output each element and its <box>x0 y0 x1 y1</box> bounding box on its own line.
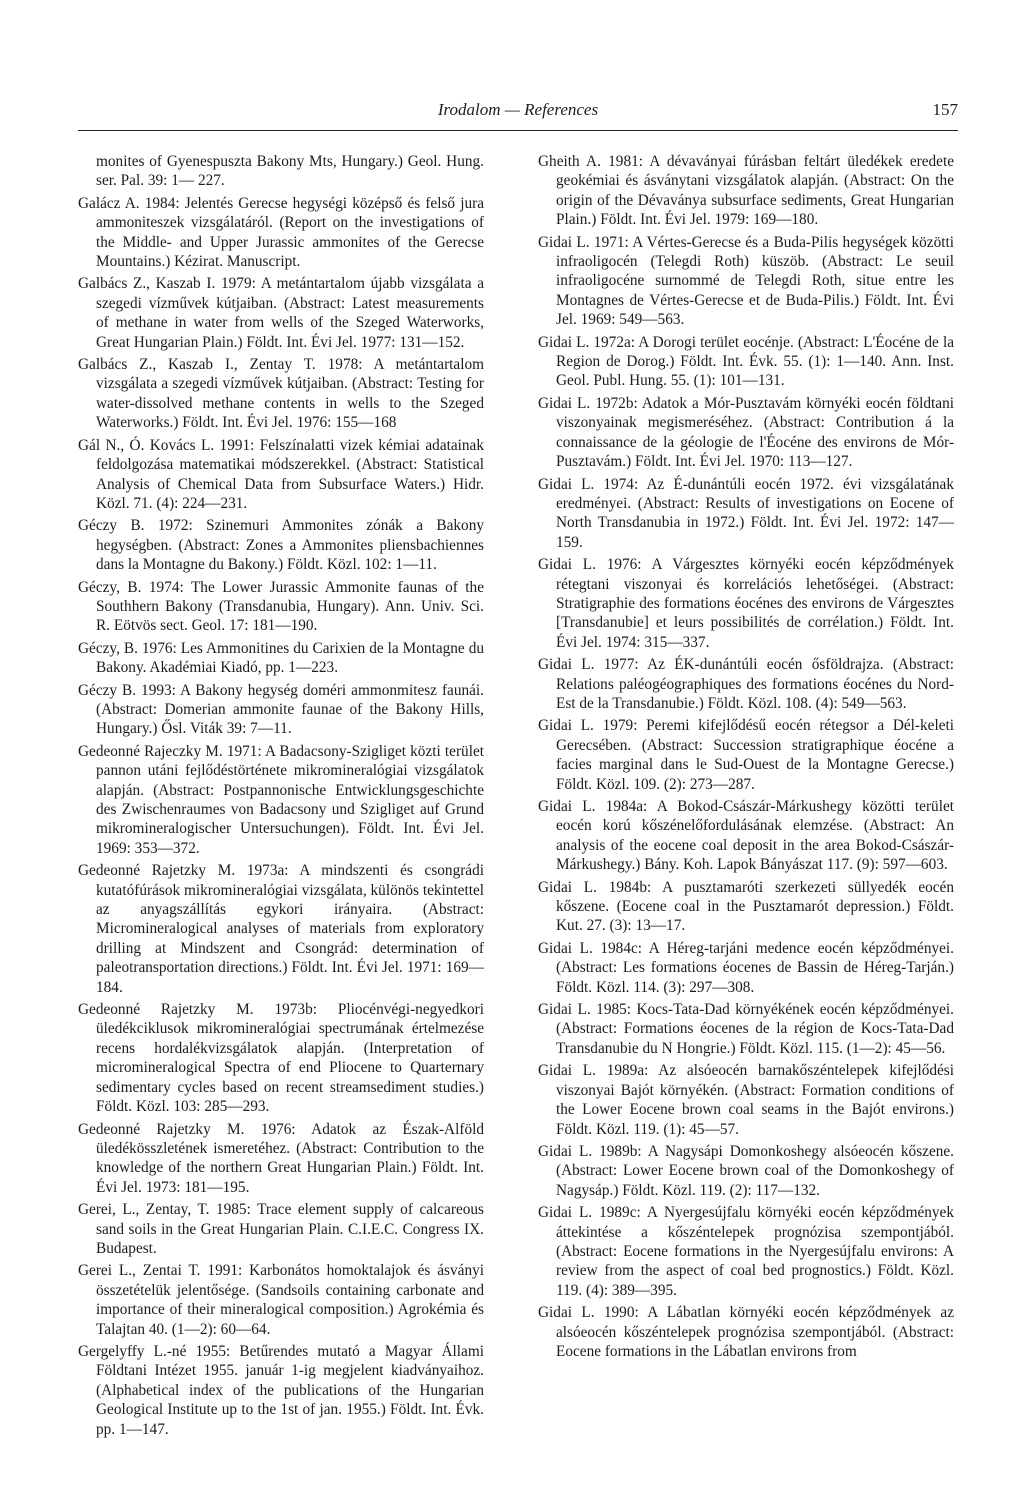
right-column <box>538 152 954 1364</box>
reference-entry: Gidai L. 1971: A Vértes-Gerecse és a Buda-Pilis hegységek közötti infraoligocén (Telegdi Roth) küszöb. (Abstract: Le seuil infraoligocéne surnommé de Telegdi Roth, situe entre les Montagnes de Vértes-Gerecse et de Buda-Pilis.) Földt. Int. Évi Jel. 1969: 549—563. <box>538 233 954 329</box>
reference-entry: Gidai L. 1976: A Várgesztes környéki eocén képződmények rétegtani viszonyai és korrelációs lehetőségei. (Abstract: Stratigraphie des formations éocénes des environs de Várgesztes [Transdanubie] et leurs possibilités de corrélation.) Földt. Int. Évi Jel. 1974: 315—337. <box>538 556 954 651</box>
reference-entry: Galbács Z., Kaszab I., Zentay T. 1978: A metántartalom vizsgálata a szegedi vízművek kútjaiban. (Abstract: Testing for water-dissolved methane contents in wells to the Szeged Waterworks.) Földt. Int. Évi Jel. 1976: 155—168 <box>78 356 484 432</box>
reference-entry: Gidai L. 1985: Kocs-Tata-Dad környékének eocén képződményei. (Abstract: Formations éocenes de la région de Kocs-Tata-Dad Transdanubie du N Hongrie.) Földt. Közl. 115. (1—2): 45—56. <box>538 1001 954 1057</box>
reference-entry: Gidai L. 1984c: A Héreg-tarjáni medence eocén képződményei. (Abstract: Les formations éocenes de Bassin de Héreg-Tarján.) Földt. Közl. 114. (3): 297—308. <box>538 939 954 996</box>
reference-entry: Galácz A. 1984: Jelentés Gerecse hegységi középső és felső jura ammoniteszek vizsgálatáról. (Report on the investigations of the Middle- and Upper Jurassic ammonites of the Gerecse Mountains.) Kézirat. Manuscript. <box>78 194 484 271</box>
header-rule <box>78 130 958 131</box>
reference-entry: Gidai L. 1974: Az É-dunántúli eocén 1972. évi vizsgálatának eredményei. (Abstract: Results of investigations on Eocene of North Transdanubia in 1972.) Földt. Int. Évi Jel. 1972: 147—159. <box>538 475 954 551</box>
reference-entry: Gidai L. 1979: Peremi kifejlődésű eocén rétegsor a Dél-keleti Gerecsében. (Abstract: Succession stratigraphique éocéne a facies marginal dans le Sud-Ouest de la Montagne Gerecse.) Földt. Közl. 109. (2): 273—287. <box>538 717 954 793</box>
reference-entry: Gidai L. 1984a: A Bokod-Császár-Márkushegy közötti terület eocén korú kőszénelőfordulásának elemzése. (Abstract: An analysis of the eocene coal deposit in the area Bokod-Császár-Márkushegy.) Bány. Koh. Lapok Bányászat 117. (9): 597—603. <box>538 798 954 874</box>
reference-entry: Gedeonné Rajetzky M. 1976: Adatok az Észak-Alföld üledékösszletének ismeretéhez. (Abstract: Contribution to the knowledge of the northern Great Hungarian Plain.) Földt. Int. Évi Jel. 1973: 181—195. <box>78 1120 484 1196</box>
reference-entry: Gerei, L., Zentay, T. 1985: Trace element supply of calcareous sand soils in the Great Hungarian Plain. C.I.E.C. Congress IX. Budapest. <box>78 1201 484 1257</box>
reference-entry: Gheith A. 1981: A dévaványai fúrásban feltárt üledékek eredete geokémiai és ásványtani vizsgálatok alapján. (Abstract: On the origin of the Dévaványa subsurface sediments, Great Hungarian Plain.) Földt. Int. Évi Jel. 1979: 169—180. <box>538 153 954 229</box>
reference-entry: Gidai L. 1972a: A Dorogi terület eocénje. (Abstract: L'Éocéne de la Region de Dorog.) Földt. Int. Évk. 55. (1): 1—140. Ann. Inst. Geol. Publ. Hung. 55. (1): 101—131. <box>538 333 954 390</box>
reference-entry: monites of Gyenespuszta Bakony Mts, Hungary.) Geol. Hung. ser. Pal. 39: 1— 227. <box>96 153 484 190</box>
reference-entry: Gidai L. 1977: Az ÉK-dunántúli eocén ősföldrajza. (Abstract: Relations paléogéographiques des formations éocénes du Nord-Est de la Transdanubie.) Földt. Közl. 108. (4): 549—563. <box>538 656 954 712</box>
reference-entry: Gidai L. 1984b: A pusztamaróti szerkezeti süllyedék eocén kőszene. (Eocene coal in the Pusztamarót depression.) Földt. Kut. 27. (3): 13—17. <box>538 878 954 935</box>
reference-entry: Gerei L., Zentai T. 1991: Karbonátos homoktalajok és ásványi összetételük jelentősége. (Sandsoils containing carbonate and importance of their mineralogical composition.) Agrokémia és Talajtan 40. (1—2): 60—64. <box>78 1262 484 1338</box>
reference-entry: Galbács Z., Kaszab I. 1979: A metántartalom újabb vizsgálata a szegedi vízművek kútjaiban. (Abstract: Latest measurements of methane in water from wells of the Szeged Waterworks, Great Hungarian Plain.) Földt. Int. Évi Jel. 1977: 131—152. <box>78 275 484 351</box>
reference-entry: Gedeonné Rajetzky M. 1973a: A mindszenti és csongrádi kutatófúrások mikromineralógiai vizsgálata, különös tekintettel az anyagszállítás egykori irányaira. (Abstract: Micromineralogical analyses of materials from exploratory drilling at Mindszent and Csongrád: determination of paleotransportation directions.) Földt. Int. Évi Jel. 1971: 169—184. <box>78 862 484 996</box>
reference-entry: Gidai L. 1972b: Adatok a Mór-Pusztavám környéki eocén földtani viszonyainak megismeréséhez. (Abstract: Contribution á la connaissance de la géologie de l'Éocéne des environs de Mór-Pusztavám.) Földt. Int. Évi Jel. 1970: 113—127. <box>538 394 954 471</box>
running-header <box>78 96 958 126</box>
reference-entry: Géczy, B. 1974: The Lower Jurassic Ammonite faunas of the Southhern Bakony (Transdanubia, Hungary). Ann. Univ. Sci. R. Eötvös sect. Geol. 17: 181—190. <box>78 578 484 635</box>
page-number: 157 <box>932 100 958 119</box>
reference-entry: Gidai L. 1989a: Az alsóeocén barnakőszéntelepek kifejlődési viszonyai Bajót környékén. (Abstract: Formation conditions of the Lower Eocene brown coal seams in the Bajót environs.) Földt. Közl. 119. (1): 45—57. <box>538 1062 954 1138</box>
reference-entry: Gergelyffy L.-né 1955: Betűrendes mutató a Magyar Állami Földtani Intézet 1955. január 1-ig megjelent kiadványaihoz. (Alphabetical index of the publications of the Hungarian Geological Institute up to the 1st of jan. 1955.) Földt. Int. Évk. pp. 1—147. <box>78 1342 484 1438</box>
reference-entry: Géczy, B. 1976: Les Ammonitines du Carixien de la Montagne du Bakony. Akadémiai Kiadó, pp. 1—223. <box>78 639 484 677</box>
reference-entry: Géczy B. 1972: Szinemuri Ammonites zónák a Bakony hegységben. (Abstract: Zones a Ammonites pliensbachiennes dans la Montagne du Bakony.) Földt. Közl. 102: 1—11. <box>78 517 484 574</box>
header-title: Irodalom — References <box>437 100 599 119</box>
reference-entry: Gidai L. 1989b: A Nagysápi Domonkoshegy alsóeocén kőszene.(Abstract: Lower Eocene brown coal of the Domonkoshegy of Nagysáp.) Földt. Közl. 119. (2): 117—132. <box>538 1142 954 1199</box>
reference-entry: Géczy B. 1993: A Bakony hegység doméri ammonmitesz faunái. (Abstract: Domerian ammonite faunae of the Bakony Hills, Hungary.) Ősl. Viták 39: 7—11. <box>78 681 484 738</box>
reference-entry: Gedeonné Rajetzky M. 1973b: Pliocénvégi-negyedkori üledékciklusok mikromineralógiai spectrumának értelmezése recens hordalékvizsgálatok alapján. (Interpretation of micromineralogical Spectra of end Pliocene to Quarternary sedimentary cycles based on recent streamsediment studies.) Földt. Közl. 103: 285—293. <box>78 1001 484 1116</box>
reference-entry: Gál N., Ó. Kovács L. 1991: Felszínalatti vizek kémiai adatainak feldolgozása matematikai módszerekkel. (Abstract: Statistical Analysis of Chemical Data from Subsurface Waters.) Hidr. Közl. 71. (4): 224—231. <box>78 436 484 512</box>
reference-entry: Gedeonné Rajeczky M. 1971: A Badacsony-Szigliget közti terület pannon utáni fejlődéstörténete mikromineralógiai vizsgálatok alapján. (Abstract: Postpannonische Entwicklungsgeschichte des Zwischenraumes von Badacsony und Szigliget auf Grund mikromineralogischer Untersuchungen). Földt. Int. Évi Jel. 1969: 353—372. <box>78 742 484 857</box>
reference-entry: Gidai L. 1990: A Lábatlan környéki eocén képződmények az alsóeocén kőszéntelepek prognózisa szempontjából. (Abstract: Eocene formations in the Lábatlan environs from <box>538 1304 954 1360</box>
left-column <box>78 152 484 1442</box>
reference-entry: Gidai L. 1989c: A Nyergesújfalu környéki eocén képződmények áttekintése a kőszéntelepek prognózisa szempontjából. (Abstract: Eocene formations in the Nyergesújfalu environs: A review from the aspect of coal bed prognostics.) Földt. Közl. 119. (4): 389—395. <box>538 1204 954 1299</box>
